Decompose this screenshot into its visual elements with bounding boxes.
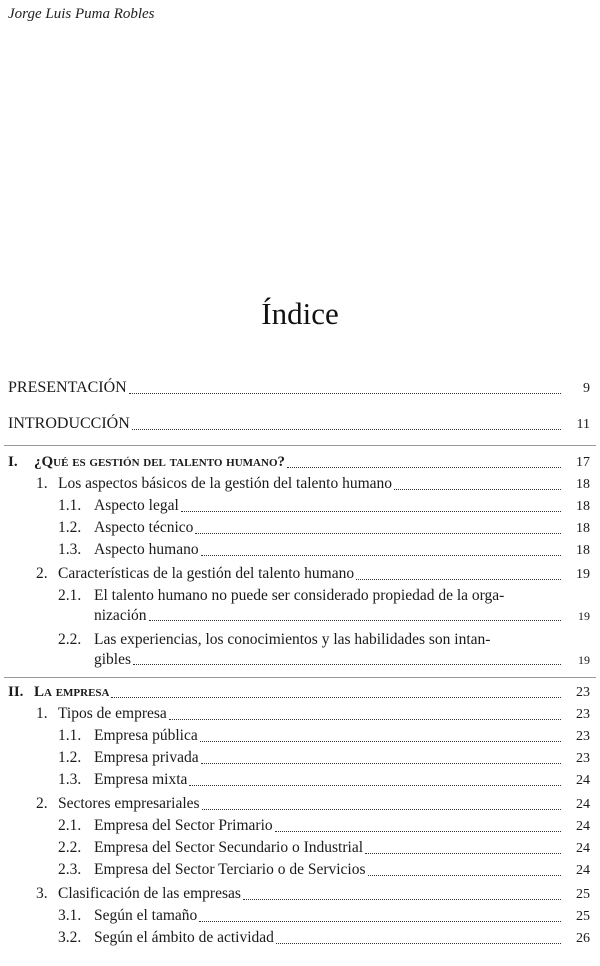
section-number: 2. bbox=[36, 795, 48, 812]
subsection-number: 1.1. bbox=[58, 497, 82, 514]
section-number: 2. bbox=[36, 565, 48, 582]
toc-page-number: 25 bbox=[576, 887, 590, 902]
toc-subsection-wrap-line[interactable] bbox=[58, 630, 490, 650]
dot-leader bbox=[200, 741, 561, 742]
subsection-number: 1.3. bbox=[58, 771, 82, 788]
dot-leader bbox=[199, 921, 561, 922]
toc-entry-label: Empresa pública bbox=[94, 727, 198, 744]
section-number: 1. bbox=[36, 705, 48, 722]
dot-leader bbox=[365, 853, 561, 854]
toc-subsection[interactable] bbox=[58, 816, 590, 837]
subsection-number: 2.2. bbox=[58, 631, 82, 648]
dot-leader bbox=[111, 697, 561, 698]
toc-page-number: 24 bbox=[576, 841, 590, 856]
toc-entry-label: gibles bbox=[94, 651, 132, 668]
toc-subsection[interactable] bbox=[58, 906, 590, 927]
toc-entry-label: Aspecto legal bbox=[94, 497, 179, 514]
toc-entry-label: Empresa mixta bbox=[94, 771, 188, 788]
toc-entry-label: Empresa del Sector Terciario o de Servicios bbox=[94, 861, 366, 878]
toc-page-number: 23 bbox=[576, 685, 590, 700]
toc-subsection[interactable] bbox=[58, 770, 590, 791]
section-number: 1. bbox=[36, 475, 48, 492]
toc-entry-label: Según el ámbito de actividad bbox=[94, 929, 274, 946]
toc-subsection[interactable] bbox=[58, 928, 590, 949]
section-number: 3. bbox=[36, 885, 48, 902]
toc-entry-label: PRESENTACIÓN bbox=[8, 379, 127, 396]
toc-section-2-1[interactable] bbox=[36, 704, 590, 725]
subsection-number: 1.2. bbox=[58, 519, 82, 536]
dot-leader bbox=[129, 393, 561, 394]
dot-leader bbox=[368, 875, 561, 876]
dot-leader bbox=[356, 579, 561, 580]
toc-page-number: 19 bbox=[578, 653, 590, 667]
dot-leader bbox=[195, 533, 561, 534]
toc-page-number: 17 bbox=[576, 455, 590, 470]
dot-leader bbox=[133, 664, 561, 665]
chapter-number: I. bbox=[8, 454, 18, 470]
toc-section-1-2[interactable] bbox=[36, 564, 590, 585]
toc-entry-label: Aspecto técnico bbox=[94, 519, 194, 536]
toc-page-number: 23 bbox=[576, 729, 590, 744]
dot-leader bbox=[169, 719, 561, 720]
subsection-number: 2.1. bbox=[58, 587, 82, 604]
toc-entry-label: nización bbox=[94, 607, 147, 624]
subsection-number: 2.1. bbox=[58, 817, 82, 834]
toc-subsection[interactable] bbox=[58, 748, 590, 769]
toc-subsection[interactable] bbox=[58, 860, 590, 881]
toc-entry-label: Características de la gestión del talento humano bbox=[58, 565, 355, 582]
subsection-number: 3.2. bbox=[58, 929, 82, 946]
subsection-number: 3.1. bbox=[58, 907, 82, 924]
chapter-number: II. bbox=[8, 684, 24, 700]
toc-entry-introduccion[interactable] bbox=[8, 414, 590, 435]
dot-leader bbox=[132, 429, 561, 430]
toc-page-number: 23 bbox=[576, 751, 590, 766]
toc-entry-label: Tipos de empresa bbox=[58, 705, 167, 722]
toc-page-number: 24 bbox=[576, 797, 590, 812]
toc-page-number: 19 bbox=[576, 567, 590, 582]
toc-page-number: 18 bbox=[576, 477, 590, 492]
toc-entry-label: INTRODUCCIÓN bbox=[8, 415, 130, 432]
toc-subsection[interactable] bbox=[58, 838, 590, 859]
dot-leader bbox=[201, 555, 561, 556]
subsection-number: 1.1. bbox=[58, 727, 82, 744]
toc-entry-label: Los aspectos básicos de la gestión del talento humano bbox=[58, 475, 393, 492]
toc-entry-label: Empresa del Sector Secundario o Industrial bbox=[94, 839, 364, 856]
section-divider bbox=[4, 677, 596, 678]
toc-page-number: 23 bbox=[576, 707, 590, 722]
toc-section-1-1[interactable] bbox=[36, 474, 590, 495]
toc-page-number: 18 bbox=[576, 499, 590, 514]
dot-leader bbox=[243, 899, 561, 900]
toc-entry-label: La empresa bbox=[34, 684, 110, 700]
toc-entry-label: Aspecto humano bbox=[94, 541, 199, 558]
toc-page-number: 24 bbox=[576, 819, 590, 834]
subsection-number: 2.2. bbox=[58, 839, 82, 856]
dot-leader bbox=[149, 620, 561, 621]
toc-entry-label: Las experiencias, los conocimientos y las habilidades son intan- bbox=[94, 631, 491, 648]
toc-subsection-continuation[interactable] bbox=[94, 606, 590, 626]
toc-subsection[interactable] bbox=[58, 726, 590, 747]
toc-subsection-wrap-line[interactable] bbox=[58, 586, 504, 606]
toc-entry-label: Empresa del Sector Primario bbox=[94, 817, 273, 834]
subsection-number: 1.3. bbox=[58, 541, 82, 558]
toc-subsection[interactable] bbox=[58, 540, 590, 561]
toc-chapter-2[interactable] bbox=[8, 682, 590, 703]
toc-page-number: 18 bbox=[576, 521, 590, 536]
toc-entry-label: Empresa privada bbox=[94, 749, 199, 766]
toc-page-number: 24 bbox=[576, 863, 590, 878]
toc-entry-label: Según el tamaño bbox=[94, 907, 198, 924]
toc-entry-label: Sectores empresariales bbox=[58, 795, 200, 812]
toc-chapter-1[interactable] bbox=[8, 452, 590, 473]
toc-page-number: 25 bbox=[576, 909, 590, 924]
subsection-number: 2.3. bbox=[58, 861, 82, 878]
toc-subsection[interactable] bbox=[58, 496, 590, 517]
toc-entry-label: El talento humano no puede ser considerado propiedad de la orga- bbox=[94, 587, 505, 604]
toc-page-number: 9 bbox=[583, 381, 590, 396]
toc-section-2-2[interactable] bbox=[36, 794, 590, 815]
toc-page-number: 11 bbox=[576, 417, 590, 432]
dot-leader bbox=[275, 831, 561, 832]
section-divider bbox=[4, 445, 596, 446]
toc-entry-presentacion[interactable] bbox=[8, 378, 590, 399]
page-title: Índice bbox=[261, 296, 339, 331]
toc-entry-label: Clasificación de las empresas bbox=[58, 885, 241, 902]
subsection-number: 1.2. bbox=[58, 749, 82, 766]
toc-page-number: 26 bbox=[576, 931, 590, 946]
dot-leader bbox=[202, 809, 561, 810]
dot-leader bbox=[287, 467, 561, 468]
dot-leader bbox=[201, 763, 561, 764]
toc-subsection-continuation[interactable] bbox=[94, 650, 590, 670]
toc-page-number: 18 bbox=[576, 543, 590, 558]
toc-section-2-3[interactable] bbox=[36, 884, 590, 905]
dot-leader bbox=[394, 489, 561, 490]
dot-leader bbox=[189, 785, 561, 786]
dot-leader bbox=[276, 943, 561, 944]
running-header-author: Jorge Luis Puma Robles bbox=[8, 6, 155, 22]
toc-page-number: 24 bbox=[576, 773, 590, 788]
toc-page-number: 19 bbox=[578, 609, 590, 623]
toc-entry-label: ¿Qué es gestión del talento humano? bbox=[34, 454, 286, 470]
toc-subsection[interactable] bbox=[58, 518, 590, 539]
dot-leader bbox=[181, 511, 561, 512]
